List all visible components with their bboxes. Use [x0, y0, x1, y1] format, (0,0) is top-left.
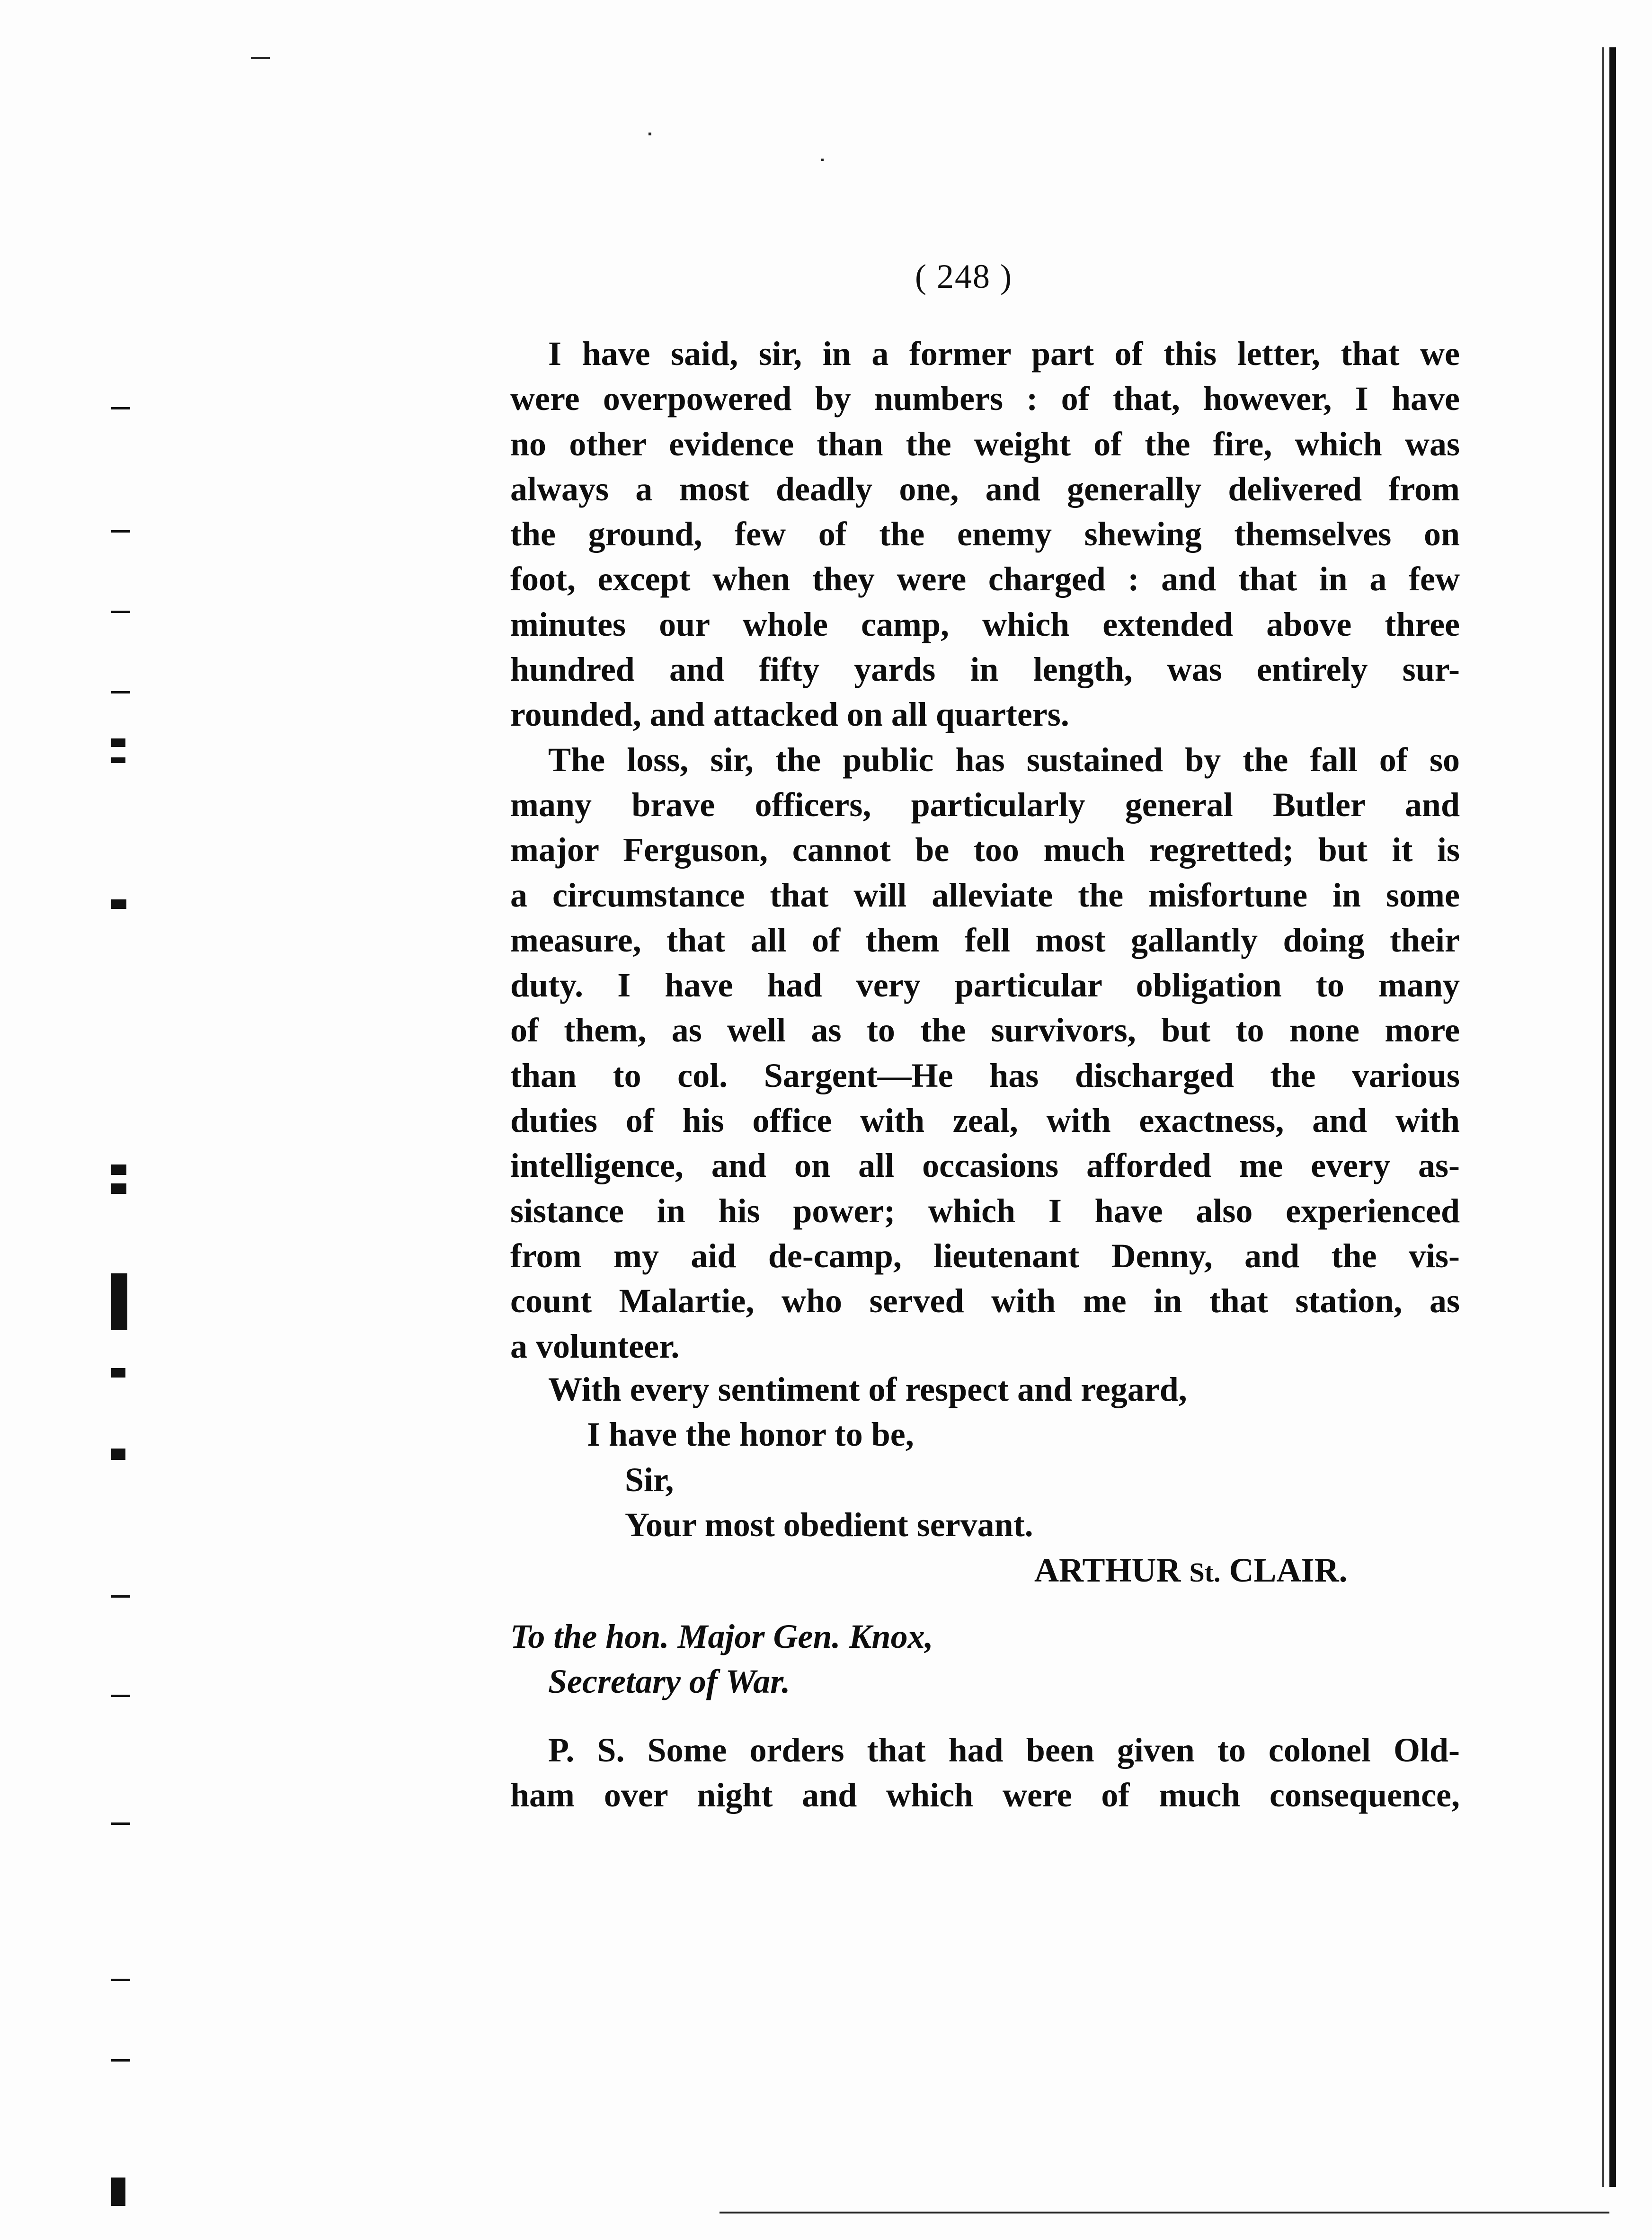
- text-line: I have said, sir, in a former part of this letter, that we: [548, 335, 1460, 373]
- postscript: [510, 1728, 1460, 1818]
- signature-st: St.: [1189, 1557, 1221, 1588]
- right-edge-line: [1602, 47, 1604, 2187]
- text-line: no other evidence than the weight of the fire, which was: [510, 425, 1460, 463]
- text-line: than to col. Sargent—He has discharged the various: [510, 1056, 1460, 1094]
- text-line: hundred and fifty yards in length, was entirely sur-: [510, 650, 1460, 689]
- letter-address: [510, 1614, 933, 1705]
- scan-speck: [251, 57, 270, 59]
- letter-body: [510, 331, 1460, 1369]
- paragraph: [510, 738, 1460, 1369]
- text-line: rounded, and attacked on all quarters.: [510, 695, 1069, 734]
- closing-line: Your most obedient servant.: [625, 1505, 1033, 1544]
- page-number: ( 248 ): [915, 258, 1013, 295]
- text-line: the ground, few of the enemy shewing themselves on: [510, 515, 1460, 553]
- bottom-edge-rule: [719, 2212, 1609, 2213]
- paragraph: [510, 331, 1460, 738]
- closing-line: Sir,: [625, 1460, 674, 1499]
- text-line: major Ferguson, cannot be too much regretted; but it is: [510, 831, 1460, 869]
- text-line: from my aid de-camp, lieutenant Denny, and the vis-: [510, 1236, 1460, 1275]
- text-line: The loss, sir, the public has sustained by the fall of so: [548, 740, 1460, 779]
- scan-speck: [648, 133, 651, 135]
- text-line: count Malartie, who served with me in that station, as: [510, 1282, 1460, 1320]
- text-line: always a most deadly one, and generally delivered from: [510, 470, 1460, 508]
- signature-last-name: CLAIR.: [1229, 1551, 1348, 1589]
- text-line: sistance in his power; which I have also experienced: [510, 1191, 1460, 1230]
- closing-line: With every sentiment of respect and regard,: [548, 1370, 1187, 1408]
- letter-closing: [510, 1367, 1460, 1547]
- address-line: To the hon. Major Gen. Knox,: [510, 1618, 933, 1655]
- text-line: were overpowered by numbers : of that, however, I have: [510, 380, 1460, 418]
- right-edge-shadow: [1609, 47, 1616, 2187]
- text-line: P. S. Some orders that had been given to colonel Old-: [548, 1731, 1460, 1769]
- text-line: duty. I have had very particular obligation to many: [510, 966, 1460, 1004]
- text-line: duties of his office with zeal, with exactness, and with: [510, 1102, 1460, 1140]
- text-line: foot, except when they were charged : and that in a few: [510, 560, 1460, 598]
- text-line: a circumstance that will alleviate the misfortune in some: [510, 876, 1460, 914]
- signature-first-name: ARTHUR: [1034, 1551, 1181, 1589]
- text-line: ham over night and which were of much consequence,: [510, 1776, 1460, 1814]
- address-line: Secretary of War.: [548, 1662, 790, 1701]
- scan-speck: [821, 159, 824, 161]
- closing-line: I have the honor to be,: [587, 1415, 914, 1454]
- text-line: measure, that all of them fell most gallantly doing their: [510, 921, 1460, 959]
- binding-edge-artifacts: [111, 28, 140, 2206]
- text-line: of them, as well as to the survivors, but to none more: [510, 1011, 1460, 1049]
- signature: [1034, 1548, 1348, 1595]
- text-line: a volunteer.: [510, 1327, 680, 1365]
- text-line: minutes our whole camp, which extended above three: [510, 605, 1460, 643]
- text-line: many brave officers, particularly general Butler and: [510, 785, 1460, 824]
- text-line: intelligence, and on all occasions afforded me every as-: [510, 1147, 1460, 1185]
